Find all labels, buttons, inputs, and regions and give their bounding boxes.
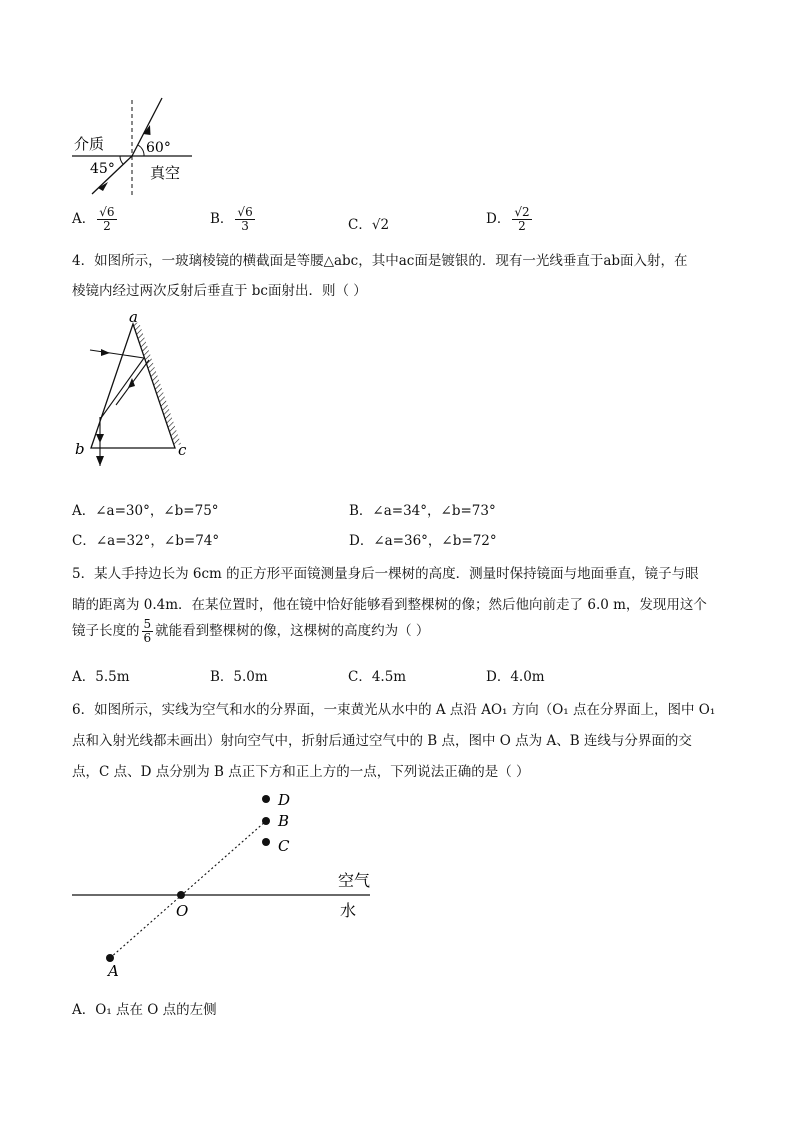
q5-option-a: A．5.5m (72, 669, 130, 685)
label-D: D (278, 791, 291, 809)
q6-option-a: A．O₁ 点在 O 点的左侧 (72, 1002, 217, 1018)
incident-arrow (101, 349, 110, 356)
q3-option-a: A． $\frac{√6}{2}$ (72, 205, 115, 234)
angle-arc-top (138, 145, 144, 156)
q3-option-d: D． $\frac{√2}{2}$ (486, 205, 530, 234)
q4-option-c: C．∠a=32°，∠b=74° (72, 533, 220, 549)
q6-line-1: 6．如图所示，实线为空气和水的分界面，一束黄光从水中的 A 点沿 AO₁ 方向（O₁ 点在分界面上，图中 O₁ (72, 702, 716, 718)
vertex-a-label: a (129, 310, 138, 326)
point-B (262, 817, 270, 825)
label-A: A (108, 962, 119, 980)
prism-figure (70, 310, 200, 470)
vacuum-label: 真空 (150, 164, 181, 182)
q5-fraction: $\frac{5}{6}$ (143, 617, 152, 646)
q5-option-b: B．5.0m (210, 669, 268, 685)
ray-seg-2 (101, 358, 144, 418)
air-water-figure (70, 785, 390, 985)
q3-option-b: B． $\frac{√6}{3}$ (210, 205, 253, 234)
dotted-ab-line (110, 821, 266, 958)
point-D (262, 795, 270, 803)
q4-line-2: 棱镜内经过两次反射后垂直于 bc面射出．则（ ） (72, 283, 367, 299)
point-C (262, 838, 270, 846)
label-C: C (278, 837, 290, 855)
incident-ray (90, 350, 144, 358)
water-label: 水 (340, 901, 357, 920)
q6-line-3: 点，C 点、D 点分别为 B 点正下方和正上方的一点，下列说法正确的是（ ） (72, 764, 530, 780)
q4-option-b: B．∠a=34°，∠b=73° (349, 503, 496, 519)
label-O: O (176, 902, 189, 920)
inner-arrow-down (96, 434, 104, 443)
silver-coating (133, 322, 181, 446)
exit-arrow (96, 456, 104, 466)
q5-line-2: 睛的距离为 0.4m．在某位置时，他在镜中恰好能够看到整棵树的像；然后他向前走了 6.0 m，发现用这个 (72, 597, 707, 613)
q6-line-2: 点和入射光线都未画出）射向空气中，折射后通过空气中的 B 点，图中 O 点为 A、B 连线与分界面的交 (72, 733, 692, 749)
q5-option-d: D．4.0m (486, 669, 545, 685)
q4-line-1: 4．如图所示，一玻璃棱镜的横截面是等腰△abc，其中ac面是镀银的．现有一光线垂直于ab面入射，在 (72, 253, 688, 269)
q4-option-d: D．∠a=36°，∠b=72° (349, 533, 497, 549)
vertex-c-label: c (178, 441, 187, 459)
q4-option-a: A．∠a=30°，∠b=75° (72, 503, 219, 519)
air-label: 空气 (338, 871, 371, 890)
angle-45-label: 45° (90, 161, 115, 177)
angle-arc-bottom (120, 156, 123, 164)
point-A (106, 954, 114, 962)
refraction-figure (70, 92, 210, 202)
medium-label: 介质 (74, 135, 105, 153)
q5-line-1: 5．某人手持边长为 6cm 的正方形平面镜测量身后一棵树的高度．测量时保持镜面与地面垂直，镜子与眼 (72, 566, 699, 582)
q5-option-c: C．4.5m (348, 669, 407, 685)
q3-option-c: C．√2 (348, 217, 390, 233)
angle-60-label: 60° (146, 140, 171, 156)
q5-line-3: 镜子长度的 $\frac{5}{6}$ 就能看到整棵树的像，这棵树的高度约为（ ） (72, 617, 430, 646)
point-O (177, 891, 185, 899)
vertex-b-label: b (75, 440, 85, 458)
label-B: B (278, 812, 290, 830)
